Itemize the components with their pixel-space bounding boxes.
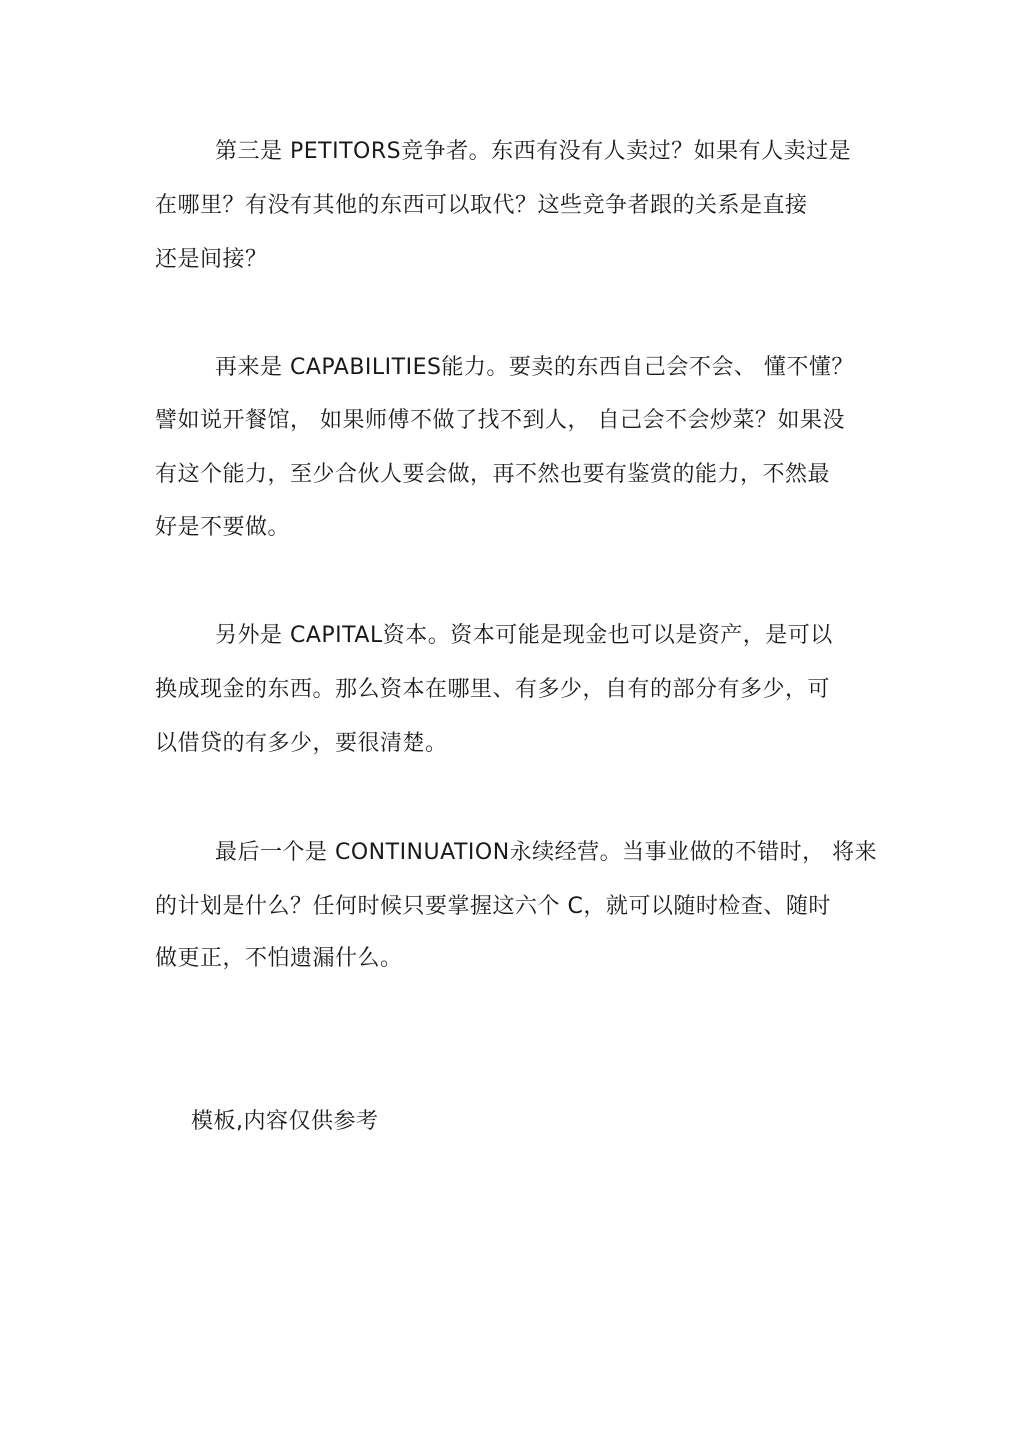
paragraph-capital-line-1: 另外是 CAPITAL资本。资本可能是现金也可以是资产，是可以	[215, 623, 833, 648]
footer-note: 模板,内容仅供参考	[191, 1109, 379, 1134]
paragraph-capital-line-3: 以借贷的有多少，要很清楚。	[155, 731, 448, 756]
paragraph-capital-line-2: 换成现金的东西。那么资本在哪里、有多少，自有的部分有多少，可	[155, 677, 831, 702]
paragraph-continuation-line-1: 最后一个是 CONTINUATION永续经营。当事业做的不错时， 将来	[215, 840, 878, 865]
paragraph-competitors-line-2: 在哪里？有没有其他的东西可以取代？这些竞争者跟的关系是直接	[155, 193, 808, 218]
paragraph-competitors-line-1: 第三是 PETITORS竞争者。东西有没有人卖过？如果有人卖过是	[215, 139, 852, 164]
paragraph-continuation-line-2: 的计划是什么？任何时候只要掌握这六个 C，就可以随时检查、随时	[155, 894, 831, 919]
paragraph-capabilities-line-3: 有这个能力，至少合伙人要会做，再不然也要有鉴赏的能力，不然最	[155, 462, 831, 487]
paragraph-capabilities-line-2: 譬如说开餐馆， 如果师傅不做了找不到人， 自己会不会炒菜？如果没	[155, 408, 845, 433]
paragraph-continuation-line-3: 做更正，不怕遗漏什么。	[155, 946, 403, 971]
paragraph-capabilities-line-4: 好是不要做。	[155, 515, 291, 540]
paragraph-capabilities-line-1: 再来是 CAPABILITIES能力。要卖的东西自己会不会、 懂不懂？	[215, 355, 854, 380]
paragraph-competitors-line-3: 还是间接？	[155, 247, 268, 272]
